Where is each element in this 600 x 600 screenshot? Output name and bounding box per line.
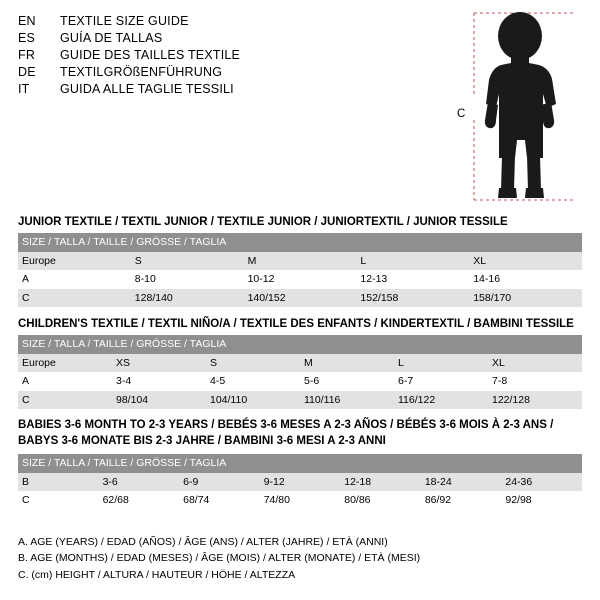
table-header-row: [18, 233, 582, 252]
row-label: C: [18, 491, 99, 510]
header-row-it: [18, 82, 438, 96]
cell: L: [356, 252, 469, 271]
cell: 3-4: [112, 372, 206, 391]
table-row: [18, 252, 582, 271]
header-row-es: [18, 31, 438, 45]
cell: M: [244, 252, 357, 271]
measurement-figure: [455, 8, 585, 203]
cell: 116/122: [394, 391, 488, 410]
header-row-de: [18, 65, 438, 79]
cell: 24-36: [501, 473, 582, 492]
children-size-table: [18, 335, 582, 409]
table-row: [18, 491, 582, 510]
cell: XS: [112, 354, 206, 373]
row-label: B: [18, 473, 99, 492]
cell: S: [131, 252, 244, 271]
header-title-fr: GUIDE DES TAILLES TEXTILE: [60, 48, 241, 62]
cell: 7-8: [488, 372, 582, 391]
legend: [18, 534, 582, 583]
cell: 62/68: [99, 491, 180, 510]
header-title-it: GUIDA ALLE TAGLIE TESSILI: [60, 82, 234, 96]
table-row: [18, 354, 582, 373]
header-row-en: [18, 14, 438, 28]
measurement-label-c: C: [457, 108, 466, 120]
section-childrens-textile: [18, 318, 582, 409]
language-code-de: DE: [18, 65, 36, 79]
language-code-it: IT: [18, 82, 30, 96]
table-row: [18, 391, 582, 410]
cell: 152/158: [356, 289, 469, 308]
cell: 86/92: [421, 491, 502, 510]
cell: 74/80: [260, 491, 341, 510]
cell: 158/170: [469, 289, 582, 308]
language-code-en: EN: [18, 14, 36, 28]
cell: 6-7: [394, 372, 488, 391]
babies-size-table: [18, 454, 582, 510]
cell: 9-12: [260, 473, 341, 492]
section-title-babies-line1: BABIES 3-6 MONTH TO 2-3 YEARS / BEBÉS 3-6 MESES A 2-3 AÑOS / BÉBÉS 3-6 MOIS À 2-3 ANS /: [18, 419, 554, 431]
cell: 10-12: [244, 270, 357, 289]
cell: 6-9: [179, 473, 260, 492]
cell: XL: [488, 354, 582, 373]
language-header: [18, 14, 438, 99]
row-label: C: [18, 289, 131, 308]
cell: 104/110: [206, 391, 300, 410]
cell: 3-6: [99, 473, 180, 492]
cell: 5-6: [300, 372, 394, 391]
size-header-label: SIZE / TALLA / TAILLE / GRÖSSE / TAGLIA: [18, 335, 582, 354]
table-row: [18, 289, 582, 308]
table-header-row: [18, 454, 582, 473]
cell: 110/116: [300, 391, 394, 410]
table-header-row: [18, 335, 582, 354]
row-label: C: [18, 391, 112, 410]
cell: M: [300, 354, 394, 373]
cell: 68/74: [179, 491, 260, 510]
legend-item-a: A. AGE (YEARS) / EDAD (AÑOS) / ÂGE (ANS) / ALTER (JAHRE) / ETÀ (ANNI): [18, 536, 388, 548]
cell: 98/104: [112, 391, 206, 410]
row-label: Europe: [18, 252, 131, 271]
section-title-children: CHILDREN'S TEXTILE / TEXTIL NIÑO/A / TEXTILE DES ENFANTS / KINDERTEXTIL / BAMBINI TESSILE: [18, 318, 574, 330]
header-title-de: TEXTILGRÖßENFÜHRUNG: [60, 65, 223, 79]
section-title-babies-line2: BABYS 3-6 MONATE BIS 2-3 JAHRE / BAMBINI 3-6 MESI A 2-3 ANNI: [18, 434, 386, 447]
section-babies-textile: [18, 418, 582, 510]
row-label: Europe: [18, 354, 112, 373]
section-title-junior: JUNIOR TEXTILE / TEXTIL JUNIOR / TEXTILE JUNIOR / JUNIORTEXTIL / JUNIOR TESSILE: [18, 216, 508, 228]
cell: 14-16: [469, 270, 582, 289]
row-label: A: [18, 270, 131, 289]
cell: 122/128: [488, 391, 582, 410]
language-code-es: ES: [18, 31, 36, 45]
header-row-fr: [18, 48, 438, 62]
size-header-label: SIZE / TALLA / TAILLE / GRÖSSE / TAGLIA: [18, 454, 582, 473]
cell: S: [206, 354, 300, 373]
cell: 12-18: [340, 473, 421, 492]
cell: 4-5: [206, 372, 300, 391]
header-title-es: GUÍA DE TALLAS: [60, 31, 163, 45]
cell: 8-10: [131, 270, 244, 289]
cell: 128/140: [131, 289, 244, 308]
legend-item-b: B. AGE (MONTHS) / EDAD (MESES) / ÂGE (MOIS) / ALTER (MONATE) / ETÀ (MESI): [18, 552, 421, 565]
cell: 140/152: [244, 289, 357, 308]
section-title-babies: [18, 418, 582, 449]
legend-item-c: C. (cm) HEIGHT / ALTURA / HAUTEUR / HÖHE / ALTEZZA: [18, 568, 296, 581]
junior-size-table: [18, 233, 582, 307]
cell: 18-24: [421, 473, 502, 492]
size-header-label: SIZE / TALLA / TAILLE / GRÖSSE / TAGLIA: [18, 233, 582, 252]
table-row: [18, 473, 582, 492]
cell: 80/86: [340, 491, 421, 510]
section-junior-textile: [18, 216, 582, 307]
toddler-silhouette-icon: [455, 8, 585, 203]
cell: XL: [469, 252, 582, 271]
row-label: A: [18, 372, 112, 391]
table-row: [18, 372, 582, 391]
cell: L: [394, 354, 488, 373]
header-title-en: TEXTILE SIZE GUIDE: [60, 14, 189, 28]
table-row: [18, 270, 582, 289]
cell: 92/98: [501, 491, 582, 510]
cell: 12-13: [356, 270, 469, 289]
language-code-fr: FR: [18, 48, 36, 62]
